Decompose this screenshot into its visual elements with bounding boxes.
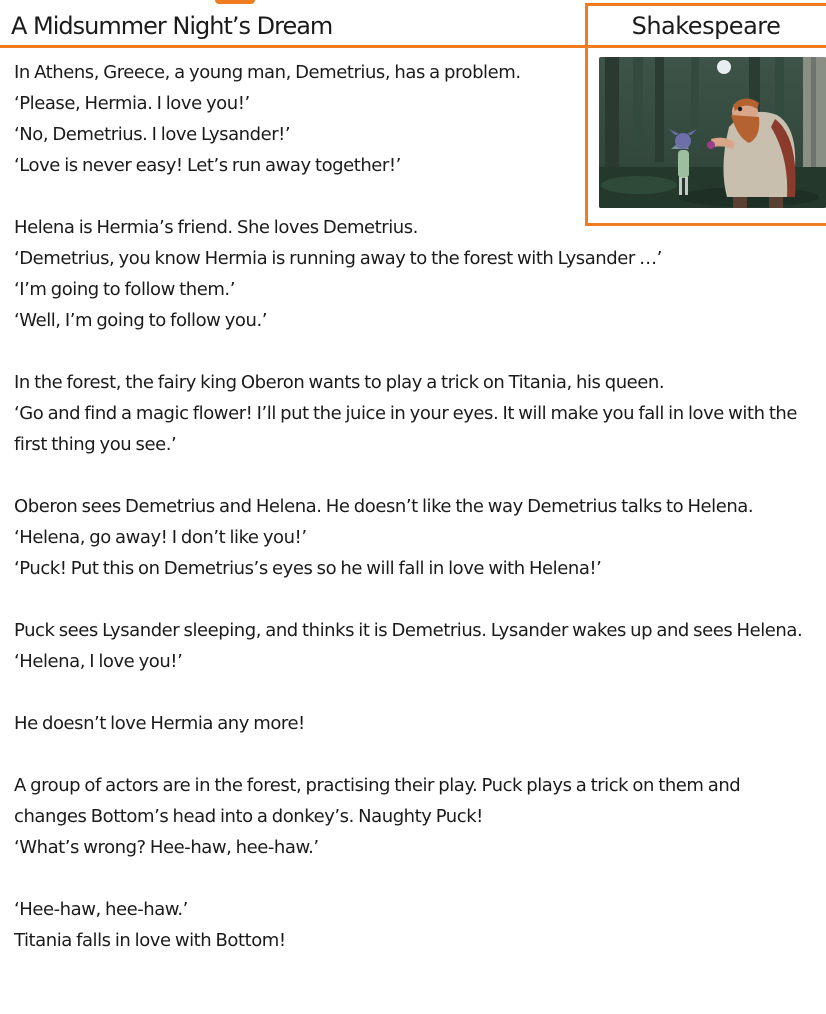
paragraph-gap (14, 181, 814, 212)
story-line: ‘Love is never easy! Let’s run away together!’ (14, 155, 401, 176)
story-line: Oberon sees Demetrius and Helena. He doesn’t like the way Demetrius talks to Helena. (14, 496, 754, 517)
author-box-top-border (585, 3, 826, 6)
story-line: ‘Hee-haw, hee-haw.’ (14, 899, 188, 920)
header-accent (215, 0, 255, 4)
story-line: Puck sees Lysander sleeping, and thinks it is Demetrius. Lysander wakes up and sees Helena. (14, 620, 803, 641)
story-line: In Athens, Greece, a young man, Demetrius, has a problem. (14, 62, 521, 83)
story-line: ‘Helena, go away! I don’t like you!’ (14, 527, 307, 548)
story-title: A Midsummer Night’s Dream (11, 12, 333, 40)
story-line: Helena is Hermia’s friend. She loves Demetrius. (14, 217, 418, 238)
paragraph-gap (14, 677, 814, 708)
paragraph-gap (14, 584, 814, 615)
story-line: He doesn’t love Hermia any more! (14, 713, 305, 734)
header-divider (0, 45, 826, 48)
story-line: ‘What’s wrong? Hee-haw, hee-haw.’ (14, 837, 319, 858)
story-line: ‘I’m going to follow them.’ (14, 279, 235, 300)
paragraph-gap (14, 460, 814, 491)
story-line: ‘Well, I’m going to follow you.’ (14, 310, 267, 331)
story-text (14, 57, 814, 956)
story-line: ‘Go and find a magic flower! I’ll put the juice in your eyes. It will make you fall in love with the first thing you see.’ (14, 403, 798, 455)
story-line: Titania falls in love with Bottom! (14, 930, 286, 951)
story-line: ‘Demetrius, you know Hermia is running away to the forest with Lysander …’ (14, 248, 662, 269)
paragraph-gap (14, 739, 814, 770)
paragraph-gap (14, 863, 814, 894)
paragraph-gap (14, 336, 814, 367)
story-line: ‘Please, Hermia. I love you!’ (14, 93, 250, 114)
story-line: A group of actors are in the forest, practising their play. Puck plays a trick on them and changes Bottom’s head into a donkey’s. Naughty Puck! (14, 775, 741, 827)
story-line: ‘Puck! Put this on Demetrius’s eyes so he will fall in love with Helena!’ (14, 558, 602, 579)
story-line: ‘Helena, I love you!’ (14, 651, 183, 672)
author-name: Shakespeare (631, 12, 781, 40)
story-line: ‘No, Demetrius. I love Lysander!’ (14, 124, 291, 145)
story-line: In the forest, the fairy king Oberon wants to play a trick on Titania, his queen. (14, 372, 665, 393)
